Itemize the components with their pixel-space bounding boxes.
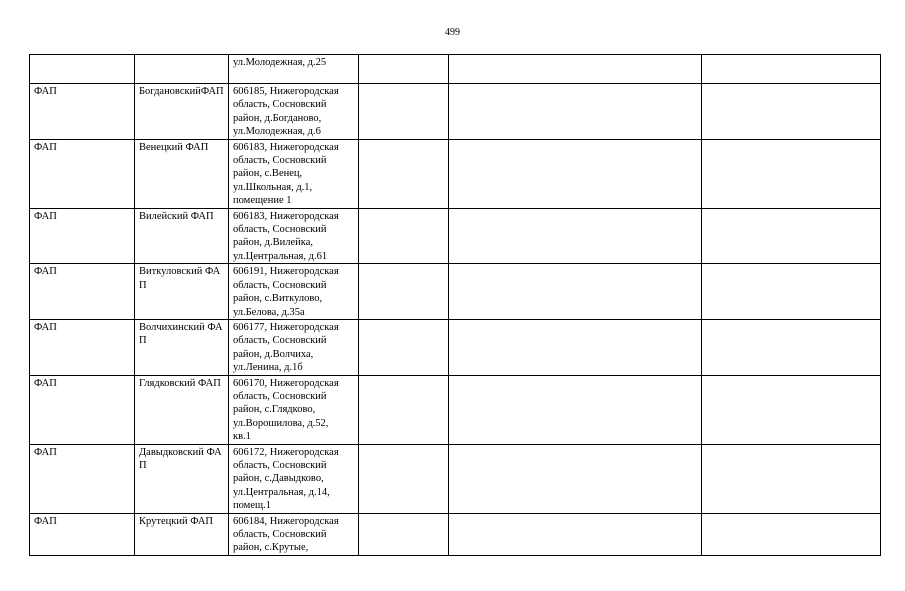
address-line: 606183, Нижегородская <box>233 210 339 222</box>
address-line: 606177, Нижегородская <box>233 321 339 333</box>
address-line: помещение 1 <box>233 195 292 207</box>
facility-name-cell: БогдановскийФАП <box>135 84 229 140</box>
address-line: ул.Ленина, д.1б <box>233 362 303 374</box>
empty-cell <box>702 375 881 444</box>
address-line: область, Сосновский <box>233 390 327 402</box>
address-line: район, с.Глядково, <box>233 404 316 416</box>
page-number: 499 <box>445 27 460 38</box>
address-line: район, с.Венец, <box>233 168 303 180</box>
empty-cell <box>359 84 449 140</box>
empty-cell <box>449 84 702 140</box>
empty-cell <box>702 208 881 264</box>
facility-name-cell: Давыдковский ФАП <box>135 444 229 513</box>
address-line: ул.Ворошилова, д.52, <box>233 417 329 429</box>
table-row <box>30 444 881 513</box>
facility-address-cell <box>229 264 359 320</box>
empty-cell <box>359 55 449 84</box>
facility-name-cell: Вилейский ФАП <box>135 208 229 264</box>
facility-type-cell: ФАП <box>30 208 135 264</box>
address-line: область, Сосновский <box>233 99 327 111</box>
empty-cell <box>359 513 449 555</box>
empty-cell <box>359 375 449 444</box>
empty-cell <box>449 375 702 444</box>
empty-cell <box>702 513 881 555</box>
table-row <box>30 139 881 208</box>
address-line: область, Сосновский <box>233 459 327 471</box>
facility-type-cell: ФАП <box>30 444 135 513</box>
address-line: район, с.Крутые, <box>233 542 309 554</box>
table-row <box>30 319 881 375</box>
facility-name-cell: Волчихинский ФАП <box>135 319 229 375</box>
facility-address-cell <box>229 55 359 84</box>
table-row <box>30 375 881 444</box>
facility-name-cell: Крутецкий ФАП <box>135 513 229 555</box>
facility-address-cell <box>229 513 359 555</box>
facility-type-cell: ФАП <box>30 375 135 444</box>
address-line: область, Сосновский <box>233 279 327 291</box>
address-line: помещ.1 <box>233 500 271 512</box>
table-row <box>30 55 881 84</box>
facility-type-cell: ФАП <box>30 264 135 320</box>
empty-cell <box>702 139 881 208</box>
address-line: район, д.Вилейка, <box>233 237 313 249</box>
facility-type-cell: ФАП <box>30 139 135 208</box>
facility-type-cell <box>30 55 135 84</box>
address-line: район, с.Виткулово, <box>233 293 323 305</box>
empty-cell <box>702 264 881 320</box>
address-line: ул.Школьная, д.1, <box>233 181 313 193</box>
facility-address-cell <box>229 444 359 513</box>
address-line: 606170, Нижегородская <box>233 377 339 389</box>
empty-cell <box>359 264 449 320</box>
address-line: область, Сосновский <box>233 335 327 347</box>
address-line: ул.Белова, д.35а <box>233 306 305 318</box>
address-line: кв.1 <box>233 431 251 443</box>
facility-address-cell <box>229 139 359 208</box>
facility-address-cell <box>229 375 359 444</box>
empty-cell <box>449 208 702 264</box>
address-line: 606185, Нижегородская <box>233 86 339 97</box>
facility-name-cell <box>135 55 229 84</box>
address-line: район, д.Волчиха, <box>233 348 314 360</box>
facility-address-cell <box>229 84 359 140</box>
facility-address-cell <box>229 208 359 264</box>
facility-address-cell <box>229 319 359 375</box>
facility-name-cell: Глядковский ФАП <box>135 375 229 444</box>
facility-name-cell: Виткуловский ФАП <box>135 264 229 320</box>
empty-cell <box>449 264 702 320</box>
empty-cell <box>359 444 449 513</box>
empty-cell <box>449 513 702 555</box>
empty-cell <box>449 444 702 513</box>
address-line: 606191, Нижегородская <box>233 266 339 278</box>
empty-cell <box>449 55 702 84</box>
address-line: ул.Центральная, д.14, <box>233 486 330 498</box>
empty-cell <box>702 55 881 84</box>
facility-name-cell: Венецкий ФАП <box>135 139 229 208</box>
empty-cell <box>702 319 881 375</box>
table-row <box>30 84 881 140</box>
empty-cell <box>449 139 702 208</box>
address-line: область, Сосновский <box>233 155 327 167</box>
address-line: 606183, Нижегородская <box>233 141 339 153</box>
empty-cell <box>359 139 449 208</box>
empty-cell <box>702 444 881 513</box>
table-row <box>30 264 881 320</box>
table-row <box>30 513 881 555</box>
facility-table-body <box>30 55 881 556</box>
empty-cell <box>359 208 449 264</box>
address-line: 606184, Нижегородская <box>233 515 339 527</box>
facility-type-cell: ФАП <box>30 84 135 140</box>
empty-cell <box>449 319 702 375</box>
address-line: ул.Молодежная, д.25 <box>233 57 327 68</box>
address-line: район, д.Богданово, <box>233 112 322 124</box>
facility-type-cell: ФАП <box>30 513 135 555</box>
address-line: район, с.Давыдково, <box>233 473 324 485</box>
table-row <box>30 208 881 264</box>
empty-cell <box>702 84 881 140</box>
address-line: область, Сосновский <box>233 529 327 540</box>
address-line: 606172, Нижегородская <box>233 446 339 458</box>
address-line: ул.Центральная, д.61 <box>233 250 328 262</box>
address-line: ул.Молодежная, д.6 <box>233 126 321 138</box>
empty-cell <box>359 319 449 375</box>
facility-table <box>29 54 881 556</box>
address-line: область, Сосновский <box>233 224 327 236</box>
facility-type-cell: ФАП <box>30 319 135 375</box>
